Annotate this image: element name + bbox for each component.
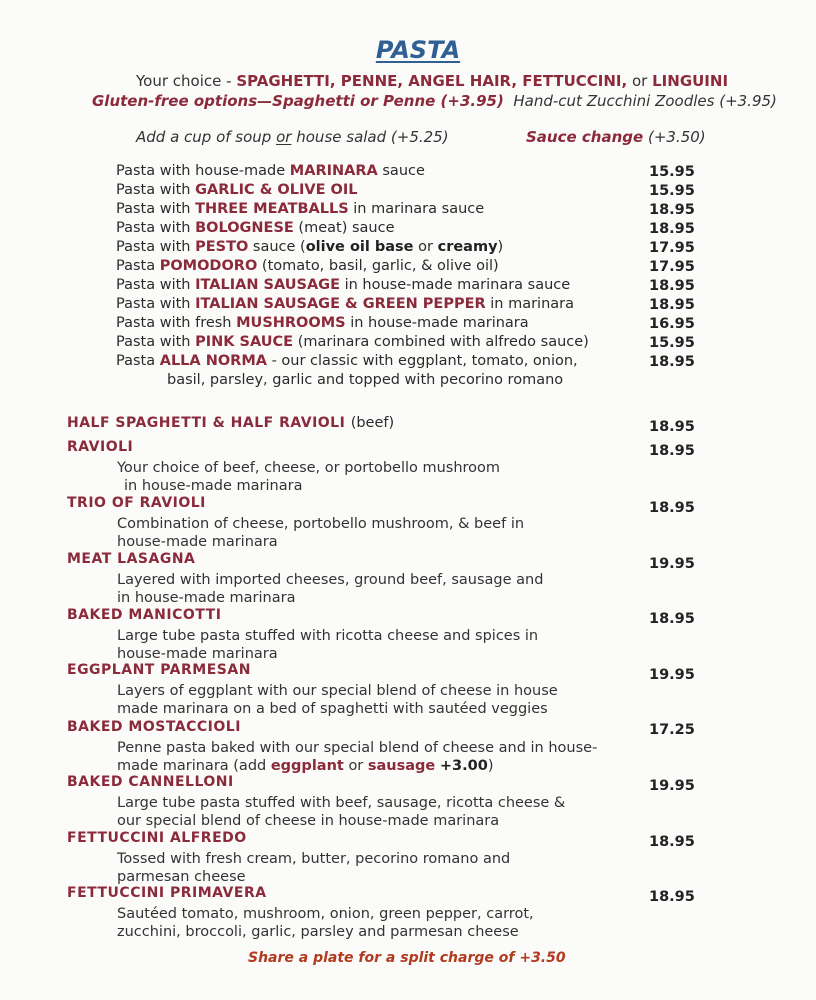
dish-description: Sautéed tomato, mushroom, onion, green pepper, carrot, [117, 906, 534, 922]
dish-title: MEAT LASAGNA [67, 551, 196, 567]
dish-description: Layered with imported cheeses, ground beef, sausage and [117, 572, 544, 588]
dish-name [67, 719, 241, 735]
dish-description: Combination of cheese, portobello mushroom, & beef in [117, 516, 525, 532]
sauce-change-amount: (+3.50) [647, 128, 706, 146]
dish-title: HALF SPAGHETTI & HALF RAVIOLI [67, 415, 346, 431]
pasta-item [116, 163, 425, 179]
gluten-free-line [92, 92, 777, 110]
pasta-item-suffix: sauce [382, 163, 425, 179]
dish-price: 18.95 [649, 443, 695, 459]
dish-title: BAKED MANICOTTI [67, 607, 222, 623]
dish-title: BAKED MOSTACCIOLI [67, 719, 241, 735]
pasta-item-price: 17.95 [649, 240, 695, 256]
dish-title: RAVIOLI [67, 439, 134, 455]
pasta-item-option: olive oil base [305, 239, 414, 255]
split-charge-note: Share a plate for a split charge of +3.50 [248, 950, 566, 966]
pasta-item-suffix: in house-made marinara sauce [344, 277, 571, 293]
desc-or: or [348, 758, 364, 774]
pasta-choice-line [136, 72, 728, 90]
dish-price: 19.95 [649, 556, 695, 572]
gluten-free-text: —Spaghetti or Penne (+3.95) [257, 92, 504, 110]
pasta-item [116, 296, 574, 312]
soup-salad-addon [136, 128, 449, 146]
pasta-item-suffix: (meat) sauce [298, 220, 395, 236]
pasta-item-sauce: ITALIAN SAUSAGE [195, 277, 340, 293]
dish-name [67, 551, 195, 567]
pasta-item-prefix: Pasta with [116, 201, 191, 217]
dish-description [117, 757, 493, 775]
soup-or: or [276, 128, 292, 146]
dish-price: 19.95 [649, 778, 695, 794]
pasta-item-prefix: Pasta with [116, 239, 191, 255]
pasta-item [116, 220, 394, 236]
pasta-item [116, 239, 503, 255]
pasta-item-suffix: in marinara [490, 296, 575, 312]
pasta-item [116, 182, 358, 198]
pasta-item-price: 15.95 [649, 335, 695, 351]
pasta-item-sauce: ITALIAN SAUSAGE & GREEN PEPPER [195, 296, 486, 312]
pasta-item-price: 18.95 [649, 278, 695, 294]
pasta-item-sauce: POMODORO [159, 258, 258, 274]
pasta-item-prefix: Pasta with fresh [116, 315, 232, 331]
pasta-item-sauce: PINK SAUCE [195, 334, 294, 350]
addon-price: +3.00 [439, 758, 488, 774]
dish-description: parmesan cheese [117, 869, 246, 885]
pasta-item-price: 18.95 [649, 221, 695, 237]
pasta-item-price: 16.95 [649, 316, 695, 332]
pasta-item [116, 258, 499, 274]
pasta-item-price: 18.95 [649, 354, 695, 370]
pasta-item-suffix: (tomato, basil, garlic, & olive oil) [261, 258, 499, 274]
zoodles-option: Hand-cut Zucchini Zoodles (+3.95) [513, 92, 777, 110]
choice-options: SPAGHETTI, PENNE, ANGEL HAIR, FETTUCCINI, [236, 72, 628, 90]
pasta-item-prefix: Pasta with house-made [116, 163, 286, 179]
pasta-item-price: 15.95 [649, 164, 695, 180]
pasta-item-continued [167, 372, 563, 388]
pasta-item-sauce: PESTO [195, 239, 249, 255]
dish-title: BAKED CANNELLONI [67, 774, 234, 790]
dish-description: zucchini, broccoli, garlic, parsley and parmesan cheese [117, 924, 519, 940]
dish-name [67, 885, 267, 901]
dish-name [67, 439, 133, 455]
dish-description: Large tube pasta stuffed with ricotta cheese and spices in [117, 628, 539, 644]
soup-text: Add a cup of soup [136, 128, 272, 146]
dish-description: in house-made marinara [117, 590, 296, 606]
pasta-item-prefix: Pasta [116, 258, 156, 274]
pasta-item-sauce: MUSHROOMS [236, 315, 346, 331]
pasta-item-suffix: (marinara combined with alfredo sauce) [297, 334, 589, 350]
pasta-item [116, 315, 529, 331]
dish-price: 18.95 [649, 500, 695, 516]
desc-text: made marinara (add [117, 758, 267, 774]
dish-name [67, 830, 247, 846]
dish-price: 18.95 [649, 889, 695, 905]
pasta-item-prefix: Pasta with [116, 296, 191, 312]
dish-name [67, 495, 206, 511]
pasta-item-prefix: Pasta [116, 353, 156, 369]
addon-sausage: sausage [367, 758, 436, 774]
pasta-item-sauce: ALLA NORMA [159, 353, 267, 369]
desc-close: ) [487, 758, 494, 774]
pasta-item [116, 353, 578, 369]
dish-title: TRIO OF RAVIOLI [67, 495, 206, 511]
pasta-item-price: 18.95 [649, 202, 695, 218]
dish-description: in house-made marinara [124, 478, 303, 494]
pasta-item-suffix: in house-made marinara [350, 315, 529, 331]
page-title: PASTA [375, 36, 461, 64]
salad-text: house salad (+5.25) [296, 128, 449, 146]
pasta-item [116, 201, 484, 217]
sauce-change [526, 128, 706, 146]
dish-title: FETTUCCINI PRIMAVERA [67, 885, 267, 901]
dish-name [67, 607, 221, 623]
pasta-item-sauce: THREE MEATBALLS [195, 201, 349, 217]
pasta-item-sauce: MARINARA [289, 163, 378, 179]
pasta-item [116, 277, 570, 293]
dish-name [67, 415, 394, 431]
gluten-free-label: Gluten-free options [92, 92, 258, 110]
pasta-item-sauce: BOLOGNESE [195, 220, 294, 236]
pasta-item-sauce: GARLIC & OLIVE OIL [195, 182, 358, 198]
pasta-item-prefix: Pasta with [116, 220, 191, 236]
dish-title: EGGPLANT PARMESAN [67, 662, 251, 678]
pasta-item-prefix: Pasta with [116, 182, 191, 198]
pasta-item-close: ) [497, 239, 504, 255]
dish-description: Your choice of beef, cheese, or portobello mushroom [117, 460, 501, 476]
pasta-item-or: or [418, 239, 433, 255]
choice-or: or [631, 72, 648, 90]
dish-description: house-made marinara [117, 646, 278, 662]
choice-last: LINGUINI [652, 72, 729, 90]
dish-price: 18.95 [649, 834, 695, 850]
dish-price: 18.95 [649, 419, 695, 435]
dish-price: 19.95 [649, 667, 695, 683]
dish-price: 18.95 [649, 611, 695, 627]
pasta-item-prefix: Pasta with [116, 277, 191, 293]
pasta-item-suffix: - our classic with eggplant, tomato, onion, [271, 353, 578, 369]
dish-description: our special blend of cheese in house-made marinara [117, 813, 500, 829]
dish-description: Tossed with fresh cream, butter, pecorino romano and [117, 851, 511, 867]
pasta-item [116, 334, 589, 350]
dish-price: 17.25 [649, 722, 695, 738]
pasta-item-option: creamy [437, 239, 498, 255]
pasta-item-price: 18.95 [649, 297, 695, 313]
pasta-item-prefix: Pasta with [116, 334, 191, 350]
dish-suffix: (beef) [350, 415, 395, 431]
dish-name [67, 662, 251, 678]
dish-name [67, 774, 234, 790]
pasta-item-price: 15.95 [649, 183, 695, 199]
pasta-item-line2: basil, parsley, garlic and topped with pecorino romano [167, 372, 564, 388]
dish-description: Layers of eggplant with our special blend of cheese in house [117, 683, 558, 699]
addon-eggplant: eggplant [270, 758, 344, 774]
dish-description: Penne pasta baked with our special blend of cheese and in house- [117, 740, 598, 756]
sauce-change-label: Sauce change [526, 128, 644, 146]
dish-description: made marinara on a bed of spaghetti with sautéed veggies [117, 701, 548, 717]
pasta-item-suffix: sauce ( [252, 239, 306, 255]
pasta-item-suffix: in marinara sauce [353, 201, 485, 217]
dish-description: house-made marinara [117, 534, 278, 550]
choice-prefix: Your choice - [136, 72, 232, 90]
dish-title: FETTUCCINI ALFREDO [67, 830, 247, 846]
pasta-item-price: 17.95 [649, 259, 695, 275]
dish-description: Large tube pasta stuffed with beef, sausage, ricotta cheese & [117, 795, 566, 811]
